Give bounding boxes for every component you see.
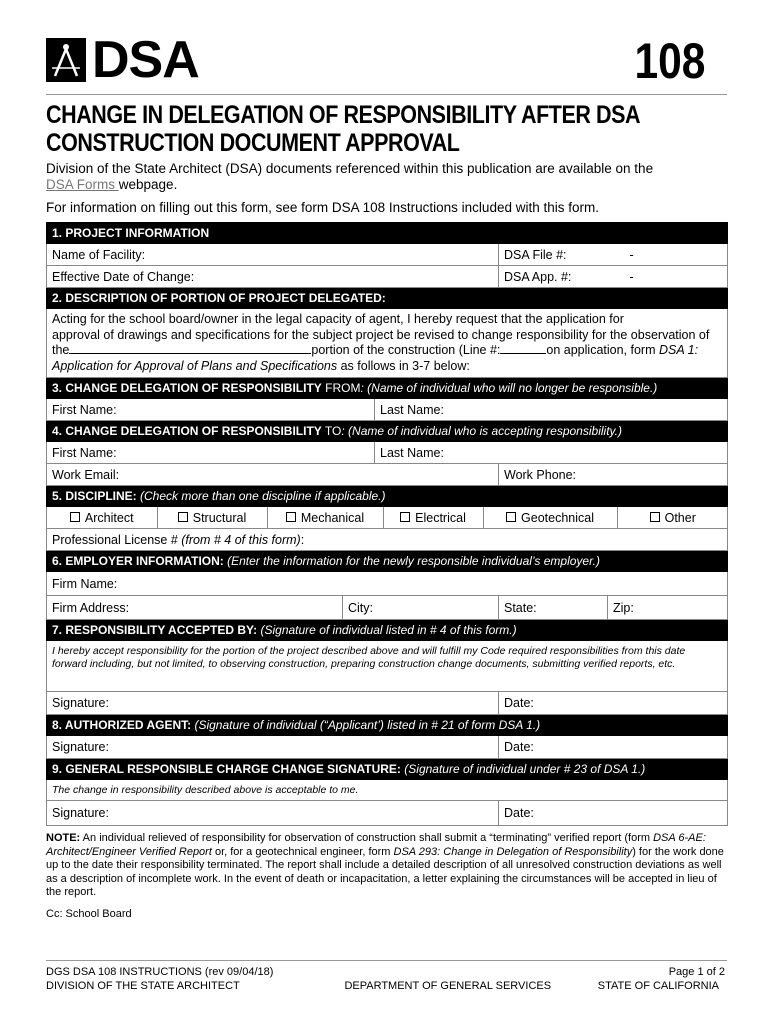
s2-line-3d: DSA 1: xyxy=(658,343,699,357)
dsa-app-dash[interactable]: - xyxy=(608,266,728,288)
discipline-electrical[interactable]: Electrical xyxy=(383,507,483,528)
from-first-name-field[interactable]: First Name: xyxy=(47,399,375,421)
dsa-forms-link[interactable]: DSA Forms xyxy=(46,177,119,192)
dsa-logo xyxy=(46,31,199,89)
s2-line-3b: portion of the construction (Line #: xyxy=(311,343,501,357)
section-9-text: The change in responsibility described above is acceptable to me. xyxy=(47,780,728,801)
compass-icon xyxy=(46,38,86,82)
s7-signature-field[interactable]: Signature: xyxy=(47,692,499,715)
section-4-header: 4. CHANGE DELEGATION OF RESPONSIBILITY TO: (Name of individual who is accepting responsibility.) xyxy=(47,421,728,442)
section-7-text: I hereby accept responsibility for the portion of the project described above and will fulfill my Code required responsibilities from this date forward including, but not limited, to observing construction, preparing construction change documents, submitting verified reports, etc. xyxy=(47,641,728,692)
s2-line-3a: the xyxy=(52,343,70,357)
professional-license-field[interactable]: Professional License # (from # 4 of this form): xyxy=(47,529,728,551)
section-3-header: 3. CHANGE DELEGATION OF RESPONSIBILITY FROM: (Name of individual who will no longer be responsible.) xyxy=(47,378,728,399)
portion-blank[interactable] xyxy=(69,343,311,354)
s8-date-field[interactable]: Date: xyxy=(499,736,728,759)
form-header xyxy=(46,30,727,95)
from-last-name-field[interactable]: Last Name: xyxy=(375,399,728,421)
geotechnical-checkbox[interactable] xyxy=(506,512,516,522)
firm-address-field[interactable]: Firm Address: xyxy=(47,596,343,620)
intro-text xyxy=(46,161,727,216)
dsa-file-dash[interactable]: - xyxy=(608,244,728,266)
footer-form-rev: DGS DSA 108 INSTRUCTIONS (rev 09/04/18) xyxy=(46,966,274,978)
form-table xyxy=(46,222,728,826)
s8-signature-field[interactable]: Signature: xyxy=(47,736,499,759)
state-field[interactable]: State: xyxy=(499,596,608,620)
discipline-other[interactable]: Other xyxy=(617,507,728,528)
section-7-header: 7. RESPONSIBILITY ACCEPTED BY: (Signature of individual listed in # 4 of this form.) xyxy=(47,620,728,641)
form-title xyxy=(46,101,641,157)
work-phone-field[interactable]: Work Phone: xyxy=(499,464,728,486)
title-line-1: CHANGE IN DELEGATION OF RESPONSIBILITY AFTER DSA xyxy=(46,101,641,129)
cc-line: Cc: School Board xyxy=(46,907,132,920)
discipline-mechanical[interactable]: Mechanical xyxy=(267,507,383,528)
effective-date-field[interactable]: Effective Date of Change: xyxy=(47,266,499,288)
to-first-name-field[interactable]: First Name: xyxy=(47,442,375,464)
section-9-header: 9. GENERAL RESPONSIBLE CHARGE CHANGE SIGNATURE: (Signature of individual under # 23 of DSA 1.) xyxy=(47,759,728,780)
dsa-app-label: DSA App. #: xyxy=(499,266,608,288)
zip-field[interactable]: Zip: xyxy=(608,596,728,620)
form-number: 108 xyxy=(634,33,705,89)
s9-date-field[interactable]: Date: xyxy=(499,801,728,826)
section-2-header: 2. DESCRIPTION OF PORTION OF PROJECT DELEGATED: xyxy=(47,288,728,309)
s9-signature-field[interactable]: Signature: xyxy=(47,801,499,826)
s2-line-2: approval of drawings and specifications for the subject project be revised to change responsibility for the observation of xyxy=(52,327,710,342)
s2-line-3c: on application, form xyxy=(546,343,659,357)
city-field[interactable]: City: xyxy=(343,596,499,620)
logo-text: DSA xyxy=(92,31,199,89)
discipline-architect[interactable]: Architect xyxy=(47,507,157,528)
other-checkbox[interactable] xyxy=(650,512,660,522)
discipline-structural[interactable]: Structural xyxy=(157,507,267,528)
footer-page-number: Page 1 of 2 xyxy=(668,966,725,978)
structural-checkbox[interactable] xyxy=(178,512,188,522)
section-8-header: 8. AUTHORIZED AGENT: (Signature of individual (“Applicant’) listed in # 21 of form DSA 1.) xyxy=(47,715,728,736)
s2-line-4a: Application for Approval of Plans and Specifications xyxy=(52,358,338,373)
section-6-header: 6. EMPLOYER INFORMATION: (Enter the information for the newly responsible individual’s employer.) xyxy=(47,551,728,572)
page-footer xyxy=(46,960,727,993)
section-1-header: 1. PROJECT INFORMATION xyxy=(47,223,728,244)
note-paragraph: NOTE: An individual relieved of responsibility for observation of construction shall submit a “terminating” verified report (form DSA 6-AE: Architect/Engineer Verified Report or, for a geotechnical engineer, form DSA 293: Change in Delegation of Responsibility) for the work done up to the date their responsibility terminated. The report shall include a detailed description of all unresolved construction deviations as well as a description of incomplete work. In the event of death or incapacitation, a letter explaining the circumstances will be accepted in lieu of the report. xyxy=(46,832,724,898)
facility-name-field[interactable]: Name of Facility: xyxy=(47,244,499,266)
architect-checkbox[interactable] xyxy=(70,512,80,522)
dsa-file-label: DSA File #: xyxy=(499,244,608,266)
line-number-blank[interactable] xyxy=(500,343,546,354)
mechanical-checkbox[interactable] xyxy=(286,512,296,522)
footer-state: STATE OF CALIFORNIA xyxy=(597,980,719,992)
work-email-field[interactable]: Work Email: xyxy=(47,464,499,486)
discipline-geotechnical[interactable]: Geotechnical xyxy=(483,507,617,528)
electrical-checkbox[interactable] xyxy=(400,512,410,522)
s2-line-4b: as follows in 3-7 below: xyxy=(337,358,470,373)
firm-name-field[interactable]: Firm Name: xyxy=(47,572,728,596)
s7-date-field[interactable]: Date: xyxy=(499,692,728,715)
title-line-2: CONSTRUCTION DOCUMENT APPROVAL xyxy=(46,129,460,157)
intro-line-1: Division of the State Architect (DSA) documents referenced within this publication are available on the xyxy=(46,161,654,176)
s2-line-1: Acting for the school board/owner in the legal capacity of agent, I hereby request that the application for xyxy=(52,312,624,326)
intro-webpage: webpage. xyxy=(118,177,178,192)
section-2-text xyxy=(47,309,728,378)
intro-line-2: For information on filling out this form, see form DSA 108 Instructions included with this form. xyxy=(46,200,599,215)
to-last-name-field[interactable]: Last Name: xyxy=(375,442,728,464)
footer-department: DEPARTMENT OF GENERAL SERVICES xyxy=(344,980,552,992)
footer-division: DIVISION OF THE STATE ARCHITECT xyxy=(46,980,240,992)
section-5-header: 5. DISCIPLINE: (Check more than one discipline if applicable.) xyxy=(47,486,728,507)
